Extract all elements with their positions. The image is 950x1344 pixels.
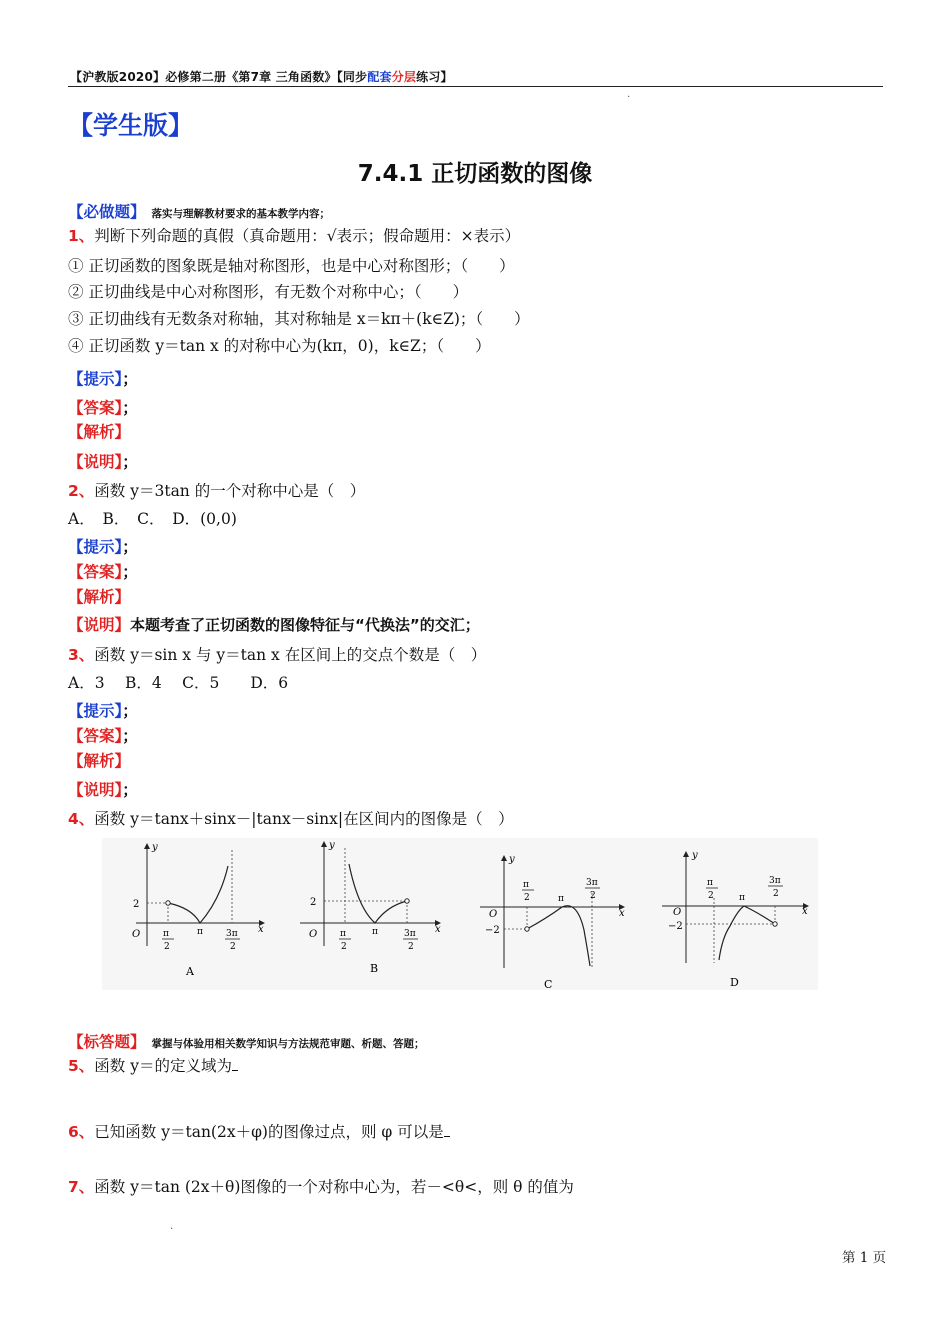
answer-label: 【答案】 [68,727,123,745]
x-label: x [619,908,625,919]
question-1 [68,224,520,246]
origin-label: O [132,929,141,940]
q2-options: A． B． C． D．(0,0) [68,510,237,528]
y-tick-neg-2: −2 [668,921,683,932]
answer-blank[interactable] [232,1058,238,1071]
question-2 [68,479,365,501]
y-tick-neg-2: −2 [485,925,500,936]
tick-den: 2 [773,889,779,899]
curve [527,906,590,966]
question-6 [68,1120,450,1142]
question-text: 函数 y＝3tan 的一个对称中心是（ ） [94,482,366,500]
hint-label: 【提示】 [68,370,123,388]
question-number: 1、 [68,227,95,245]
analysis-label: 【解析】 [68,752,131,770]
header-highlight-blue: 配套 [367,70,392,84]
q1-item-1: ① 正切函数的图象既是轴对称图形，也是中心对称图形；（ ） [68,257,515,275]
question-5 [68,1054,238,1076]
semicolon: ； [122,727,138,745]
page-header [70,68,453,85]
stray-dot: · [170,1224,174,1235]
semicolon: ； [122,370,138,388]
semicolon: ； [122,563,138,581]
section-tag: 【标答题】 [68,1033,146,1051]
semicolon: ； [122,399,138,417]
graph-b [300,840,441,975]
y-label: y [329,840,335,851]
q2-hint [68,535,138,557]
open-point [166,901,170,905]
q2-analysis [68,585,130,607]
tick-3pi-over-2: 3π [226,929,238,939]
tick-pi: π [739,893,745,903]
question-3 [68,643,486,665]
tick-pi: π [197,927,203,937]
q1-item-4: ④ 正切函数 y＝tan x 的对称中心为(kπ，0)，k∈Z；（ ） [68,337,491,355]
answer-label: 【答案】 [68,563,123,581]
question-number: 4、 [68,810,95,828]
question-number: 3、 [68,646,95,664]
analysis-label: 【解析】 [68,588,131,606]
hint-label: 【提示】 [68,538,123,556]
q1-note [68,450,138,472]
tick-den: 2 [164,942,170,952]
curve [719,906,775,960]
tick-den: 2 [708,891,714,901]
note-label: 【说明】 [68,616,131,634]
section-tag: 【必做题】 [68,203,146,221]
origin-label: O [309,929,318,940]
y-label: y [692,850,698,861]
question-text: 已知函数 y＝tan(2x＋φ)的图像过点，则 φ 可以是 [94,1123,444,1141]
question-text: 函数 y＝tanx＋sinx－|tanx－sinx|在区间内的图像是（ ） [94,810,514,828]
y-label: y [152,842,158,853]
tick-den: 2 [408,942,414,952]
graph-c [480,854,625,990]
q1-analysis [68,420,130,442]
stray-dot: · [627,92,631,103]
tick-3pi-over-2: 3π [404,929,416,939]
open-point [405,899,409,903]
tick-pi: π [558,894,564,904]
section-required [68,200,330,222]
question-number: 2、 [68,482,95,500]
option-label-a: A [186,965,194,978]
hint-label: 【提示】 [68,702,123,720]
tick-pi-over-2: π [707,878,713,888]
option-label-c: C [544,978,553,990]
header-text-end: 练习】 [416,70,453,84]
q1-answer [68,396,138,418]
y-tick-2: 2 [310,897,317,908]
x-label: x [435,924,441,935]
note-text: 本题考查了正切函数的图像特征与“代换法”的交汇； [130,616,480,634]
graph-options-figure [102,838,818,990]
header-highlight-red: 分层 [391,70,417,84]
q1-item-3: ③ 正切曲线有无数条对称轴，其对称轴是 x＝kπ＋(k∈Z)；（ ） [68,310,530,328]
q3-answer [68,724,138,746]
tick-den: 2 [590,891,596,901]
q1-hint [68,367,138,389]
open-point [773,922,777,926]
question-text: 函数 y＝sin x 与 y＝tan x 在区间上的交点个数是（ ） [94,646,487,664]
x-label: x [258,924,264,935]
tick-den: 2 [341,942,347,952]
y-tick-2: 2 [133,899,140,910]
section-desc: 落实与理解教材要求的基本教学内容； [151,208,331,220]
answer-blank[interactable] [444,1124,450,1137]
tick-den: 2 [230,942,236,952]
tick-pi-over-2: π [163,929,169,939]
semicolon: ； [122,538,138,556]
graph-a [132,842,264,978]
option-label-d: D [730,976,739,989]
question-number: 7、 [68,1178,95,1196]
tick-3pi-over-2: 3π [769,876,781,886]
analysis-label: 【解析】 [68,423,131,441]
y-label: y [509,854,515,865]
question-text: 判断下列命题的真假（真命题用：√表示；假命题用：×表示） [94,227,521,245]
question-4 [68,807,514,829]
q2-answer [68,560,138,582]
q3-note [68,778,138,800]
curve [349,864,407,923]
semicolon: ； [122,781,138,799]
question-text: 函数 y＝tan (2x＋θ)图像的一个对称中心为，若－<θ<，则 θ 的值为 [94,1178,574,1196]
section-standard [68,1030,425,1052]
q1-item-2: ② 正切曲线是中心对称图形，有无数个对称中心；（ ） [68,283,469,301]
option-label-b: B [370,962,379,975]
open-point [525,927,529,931]
question-7 [68,1175,574,1197]
q3-options: A．3 B．4 C．5 D．6 [68,674,289,692]
tick-3pi-over-2: 3π [586,878,598,888]
question-number: 6、 [68,1123,95,1141]
tick-den: 2 [524,893,530,903]
q3-hint [68,699,138,721]
tick-pi: π [372,927,378,937]
semicolon: ； [122,453,138,471]
section-desc: 掌握与体验用相关数学知识与方法规范审题、析题、答题； [151,1038,425,1050]
note-label: 【说明】 [68,781,123,799]
tick-pi-over-2: π [523,880,529,890]
origin-label: O [673,907,682,918]
question-text: 函数 y＝的定义域为 [94,1057,232,1075]
q3-analysis [68,749,130,771]
curve [168,866,228,923]
page-title: 7.4.1 正切函数的图像 [357,161,593,187]
header-text: 【沪教版2020】必修第二册《第7章 三角函数》【同步 [70,70,368,84]
header-rule [68,86,883,87]
page-number: 第 1 页 [842,1250,887,1266]
origin-label: O [489,909,498,920]
semicolon: ； [122,702,138,720]
x-label: x [802,906,808,917]
note-label: 【说明】 [68,453,123,471]
graph-d [662,850,808,989]
q2-note [68,613,480,635]
question-number: 5、 [68,1057,95,1075]
version-label: 【学生版】 [68,111,194,140]
answer-label: 【答案】 [68,399,123,417]
tick-pi-over-2: π [340,929,346,939]
graph-options-svg [102,838,818,990]
